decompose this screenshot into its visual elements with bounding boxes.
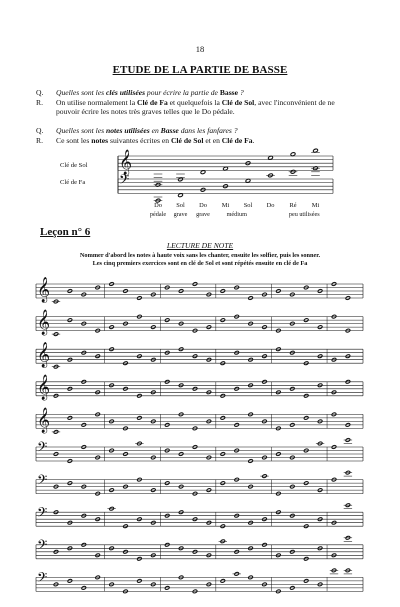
r1-b: Clé de Fa bbox=[136, 97, 168, 107]
q2-e: dans les fanfares ? bbox=[178, 126, 238, 135]
note-name-label: Sol bbox=[243, 202, 253, 209]
treble-clef-icon: 𝄞 bbox=[37, 407, 51, 433]
bass-clef-icon: 𝄢 bbox=[37, 471, 48, 491]
note-name-label: Mi bbox=[221, 202, 230, 209]
q1-text-a: Quelles sont les bbox=[56, 88, 106, 97]
bass-clef-icon: 𝄢 bbox=[37, 504, 48, 524]
lecon-heading: Leçon n° 6 bbox=[40, 226, 91, 238]
example-grand-staff bbox=[108, 150, 348, 210]
r-mark: R. bbox=[36, 97, 43, 107]
treble-clef-icon: 𝄞 bbox=[37, 310, 51, 336]
note-register-label: grave bbox=[196, 211, 210, 218]
treble-clef-icon: 𝄞 bbox=[37, 277, 51, 303]
q1-text-end: ? bbox=[238, 88, 244, 97]
exercise-staves bbox=[36, 270, 366, 600]
note-name-label: Do bbox=[266, 202, 275, 209]
r1-line2: pouvoir écrire les notes très graves telles que le Do pédale. bbox=[56, 106, 235, 116]
page-number: 18 bbox=[195, 44, 205, 54]
r1-e: , avec l'inconvénient de ne bbox=[254, 97, 335, 107]
r2-d: Clé de Sol bbox=[170, 135, 204, 145]
bass-clef-icon: 𝄢 bbox=[37, 569, 48, 589]
q1-text-bold: clés utilisées bbox=[106, 88, 146, 97]
q1-text-b: pour écrire la partie de bbox=[145, 88, 220, 97]
note-name-label: Do bbox=[154, 202, 162, 209]
note-register-label: pédale bbox=[149, 211, 167, 218]
bass-clef-icon: 𝄢 bbox=[37, 536, 48, 556]
note-name-label: Ré bbox=[289, 202, 297, 209]
note-register-label: médium bbox=[226, 211, 247, 218]
instruction-line-2: Les cinq premiers exercices sont en clé de Sol et sont répétés ensuite en clé de Fa bbox=[92, 260, 308, 267]
treble-clef-icon: 𝄞 bbox=[119, 149, 133, 175]
bass-clef-icon: 𝄢 bbox=[37, 439, 48, 459]
q2-c: en bbox=[149, 126, 161, 135]
q2-d: Basse bbox=[160, 126, 179, 135]
note-name-label: Do bbox=[199, 202, 207, 209]
q2-a: Quelles sont les bbox=[56, 126, 106, 135]
q2-b: notes utilisées bbox=[106, 126, 150, 135]
r1-c: et quelquefois la bbox=[167, 97, 222, 107]
note-name-label: Mi bbox=[311, 202, 320, 209]
r-mark: R. bbox=[36, 135, 43, 145]
r2-c: suivantes écrites en bbox=[108, 135, 171, 145]
q-mark: Q. bbox=[36, 88, 44, 97]
treble-clef-icon: 𝄞 bbox=[37, 342, 51, 368]
label-cle-de-sol: Clé de Sol bbox=[60, 162, 88, 169]
q1-text-bold2: Basse bbox=[219, 88, 238, 97]
lecture-title: LECTURE DE NOTE bbox=[166, 241, 234, 250]
r2-b: notes bbox=[91, 135, 109, 145]
page-title: ETUDE DE LA PARTIE DE BASSE bbox=[112, 64, 288, 76]
note-register-label: grave bbox=[173, 211, 188, 218]
label-cle-de-fa: Clé de Fa bbox=[60, 179, 86, 186]
note-register-label: peu utilisées bbox=[288, 211, 320, 218]
q-mark: Q. bbox=[36, 126, 44, 135]
note-name-label: Sol bbox=[176, 202, 185, 209]
r2-a: Ce sont les bbox=[56, 135, 92, 145]
r2-g: . bbox=[252, 135, 255, 145]
bass-clef-icon: 𝄢 bbox=[119, 171, 130, 191]
r2-f: Clé de Fa bbox=[221, 135, 253, 145]
r2-e: et en bbox=[203, 135, 222, 145]
treble-clef-icon: 𝄞 bbox=[37, 375, 51, 401]
instruction-line-1: Nommer d'abord les notes à haute voix sans les chanter, ensuite les solfier, puis les sonner. bbox=[79, 252, 321, 259]
r1-a: On utilise normalement la bbox=[56, 97, 137, 107]
r1-d: Clé de Sol bbox=[221, 97, 255, 107]
